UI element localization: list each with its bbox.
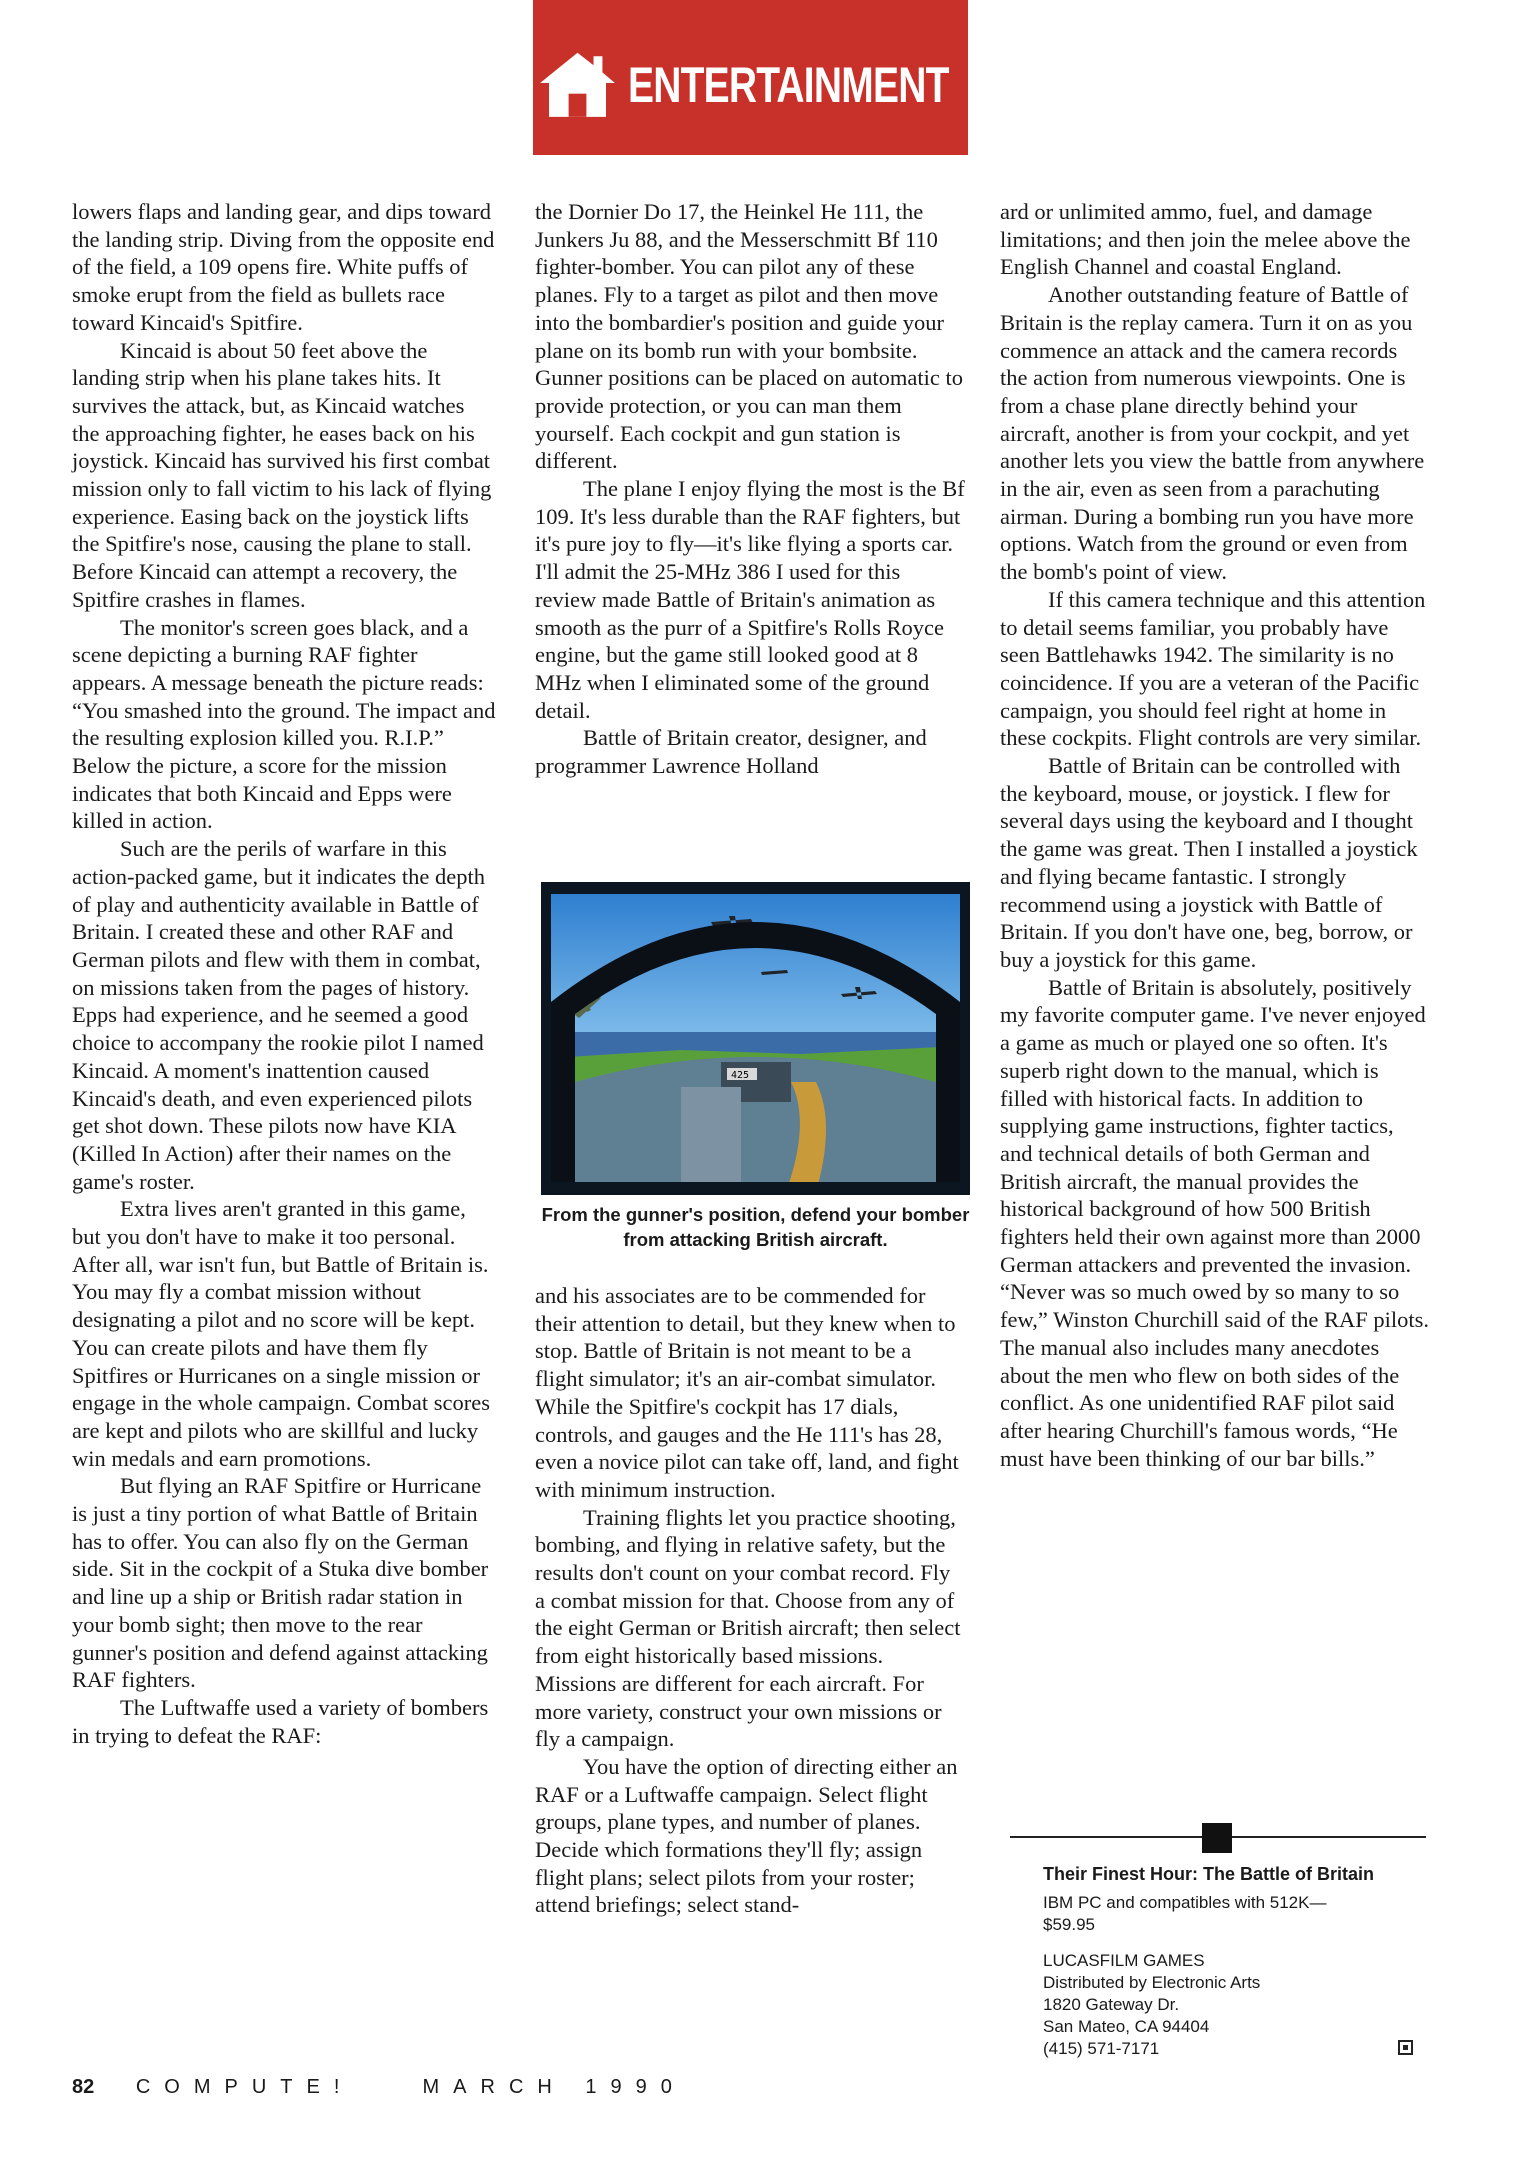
product-title: Their Finest Hour: The Battle of Britain (1043, 1864, 1375, 1884)
section-title: ENTERTAINMENT (628, 56, 949, 113)
paragraph: Extra lives aren't granted in this game, but you don't have to make it too personal. After all, war isn't fun, but Battle of Britain is. You may fly a combat mission without designating a pilot and no score will be kept. You can create pilots and have them fly Spitfires or Hurricanes on a single mission or engage in the whole campaign. Combat scores are kept and pilots who are skillful and lucky win medals and earn promotions. (72, 1196, 490, 1471)
game-screenshot (541, 882, 970, 1195)
page-footer (72, 2076, 686, 2099)
gun-barrel (681, 1087, 741, 1187)
magazine-name: COMPUTE! (135, 2076, 354, 2098)
paragraph: But flying an RAF Spitfire or Hurricane is just a tiny portion of what Battle of Britain has to offer. You can also fly on the German side. Sit in the cockpit of a Stuka dive bomber and line up a ship or British radar station in your bomb sight; then move to the rear gunner's position and defend against attacking RAF fighters. (72, 1473, 489, 1693)
paragraph: Battle of Britain can be controlled with the keyboard, mouse, or joystick. I flew for several days using the keyboard and I thought the game was great. Then I installed a joystick and flying became fantastic. I strongly recommend using a joystick with Battle of Britain. If you don't have one, beg, borrow, or buy a joystick for this game. (1000, 753, 1418, 972)
end-of-article-icon (1398, 2040, 1413, 2055)
product-price: $59.95 (1043, 1915, 1095, 1934)
paragraph: Battle of Britain is absolutely, positively my favorite computer game. I've never enjoyed a game as much or played one so often. It's superb right down to the manual, which is filled with historical facts. In addition to supplying game instructions, fighter tactics, and technical details of both German and British aircraft, the manual provides the historical background of how 500 British fighters held their own against more than 2000 German attackers and prevented the invasion. “Never was so much owed by so many to so few,” Winston Churchill said of the RAF pilots. The manual also includes many anecdotes about the men who flew on both sides of the conflict. As one unidentified RAF pilot said after hearing Churchill's famous words, “He must have been thinking of our bar bills.” (1000, 974, 1430, 1471)
paragraph: The Luftwaffe used a variety of bombers in trying to defeat the RAF: (72, 1694, 489, 1748)
issue-date: MARCH 1990 (422, 2076, 686, 2098)
figure-caption: From the gunner's position, defend your bomber from attacking British aircraft. (541, 1204, 970, 1250)
paragraph: The monitor's screen goes black, and a scene depicting a burning RAF fighter appears. A message beneath the picture reads: “You smashed into the ground. The impact and the resulting explosion killed you. R.I.P.” Below the picture, a score for the mission indicates that both Kincaid and Epps were killed in action. (72, 614, 496, 834)
address-line-2: San Mateo, CA 94404 (1043, 2017, 1210, 2036)
distributor: Distributed by Electronic Arts (1043, 1973, 1261, 1992)
paragraph: the Dornier Do 17, the Heinkel He 111, the Junkers Ju 88, and the Messerschmitt Bf 110 fighter-bomber. You can pilot any of these planes. Fly to a target as pilot and then move into the bombardier's position and guide your plane on its bomb run with your bombsite. Gunner positions can be placed on automatic to provide protection, or you can man them yourself. Each cockpit and gun station is different. (535, 199, 964, 474)
article-column-1 (72, 198, 496, 1749)
article-column-2-top (535, 198, 965, 780)
paragraph: Battle of Britain creator, designer, and programmer Lawrence Holland (535, 725, 927, 779)
article-column-2-bottom (535, 1282, 965, 1919)
paragraph: The plane I enjoy flying the most is the Bf 109. It's less durable than the RAF fighters, but it's pure joy to fly—it's like flying a sports car. I'll admit the 25-MHz 386 I used for this review made Battle of Britain's animation as smooth as the purr of a Spitfire's Rolls Royce engine, but the game still looked good at 8 MHz when I eliminated some of the ground detail. (535, 476, 965, 723)
divider-mark (1202, 1823, 1232, 1853)
page-number: 82 (72, 2076, 95, 2098)
section-banner (533, 0, 968, 155)
paragraph: If this camera technique and this attention to detail seems familiar, you probably have seen Battlehawks 1942. The similarity is no coincidence. If you are a veteran of the Pacific campaign, you should feel right at home in these cockpits. Flight controls are very similar. (1000, 586, 1426, 751)
house-icon (533, 43, 622, 123)
paragraph: lowers flaps and landing gear, and dips toward the landing strip. Diving from the opposite end of the field, a 109 opens fire. White puffs of smoke erupt from the field as bullets race toward Kincaid's Spitfire. (72, 199, 495, 335)
article-column-3 (1000, 198, 1430, 1472)
paragraph: ard or unlimited ammo, fuel, and damage limitations; and then join the melee above the English Channel and coastal England. (1000, 199, 1411, 280)
paragraph: Another outstanding feature of Battle of Britain is the replay camera. Turn it on as you commence an attack and the camera records the action from numerous viewpoints. One is from a chase plane directly behind your aircraft, another is from your cockpit, and yet another lets you view the battle from anywhere in the air, even as seen from a parachuting airman. During a bombing run you have more options. Watch from the ground or even from the bomb's point of view. (1000, 282, 1425, 585)
paragraph: You have the option of directing either an RAF or a Luftwaffe campaign. Select flight groups, plane types, and number of planes. Decide which formations they'll fly; assign flight plans; select pilots from your roster; attend briefings; select stand- (535, 1753, 958, 1918)
paragraph: Kincaid is about 50 feet above the landing strip when his plane takes hits. It survives the attack, but, as Kincaid watches the approaching fighter, he eases back on his joystick. Kincaid has survived his first combat mission only to fall victim to his lack of flying experience. Easing back on the joystick lifts the Spitfire's nose, causing the plane to stall. Before Kincaid can attempt a recovery, the Spitfire crashes in flames. (72, 337, 492, 612)
paragraph: Training flights let you practice shooting, bombing, and flying in relative safety, but the results don't count on your combat record. Fly a combat mission for that. Choose from any of the eight German or British aircraft; then select from eight historically based missions. Missions are different for each aircraft. For more variety, construct your own missions or fly a campaign. (535, 1504, 961, 1752)
gauge-readout: 425 (731, 1070, 750, 1081)
product-info-box (1043, 1862, 1423, 2060)
phone: (415) 571-7171 (1043, 2039, 1160, 2058)
product-platform: IBM PC and compatibles with 512K— (1043, 1893, 1327, 1912)
address-line-1: 1820 Gateway Dr. (1043, 1995, 1180, 2014)
publisher: LUCASFILM GAMES (1043, 1951, 1205, 1970)
paragraph: Such are the perils of warfare in this action-packed game, but it indicates the depth of play and authenticity available in Battle of Britain. I created these and other RAF and German pilots and flew with them in combat, on missions taken from the pages of history. Epps had experience, and he seemed a good choice to accompany the rookie pilot I named Kincaid. A moment's inattention caused Kincaid's death, and even experienced pilots get shot down. These pilots now have KIA (Killed In Action) after their names on the game's roster. (72, 836, 485, 1194)
paragraph: and his associates are to be commended for their attention to detail, but they knew when to stop. Battle of Britain is not meant to be a flight simulator; it's an air-combat simulator. While the Spitfire's cockpit has 17 dials, controls, and gauges and the He 111's has 28, even a novice pilot can take off, land, and fight with minimum instruction. (535, 1283, 959, 1502)
